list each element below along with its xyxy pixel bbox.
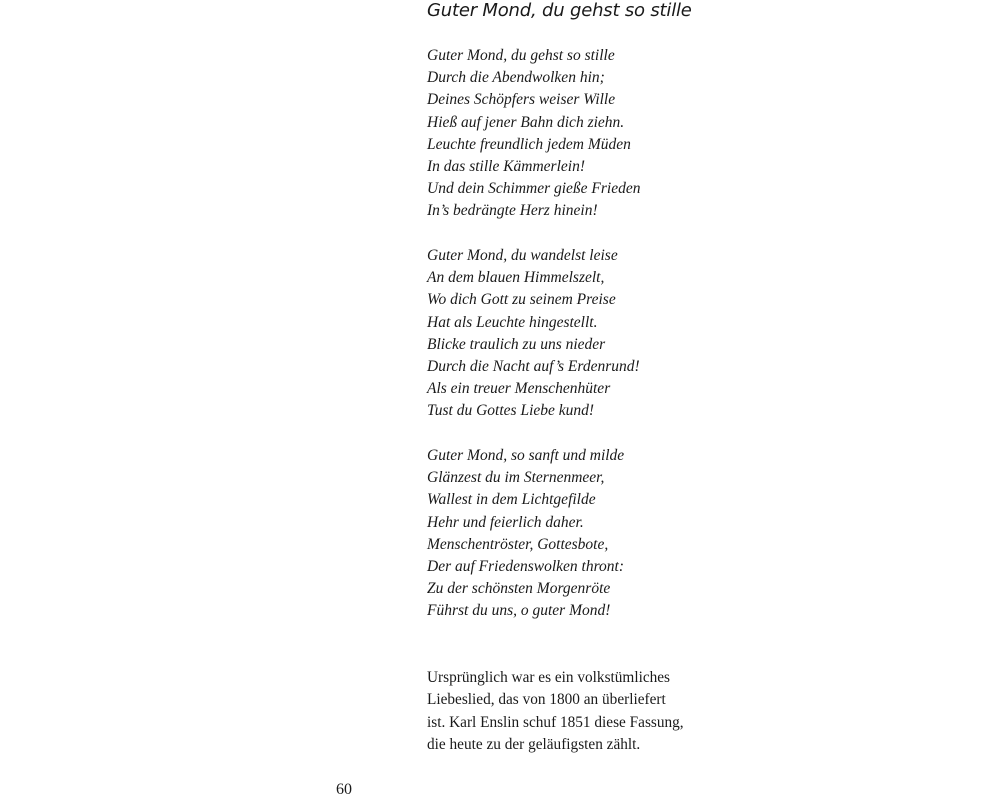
- verse-line: Zu der schönsten Morgenröte: [427, 580, 611, 598]
- verse-line: Wo dich Gott zu seinem Preise: [427, 291, 616, 309]
- verse-line: Führst du uns, o guter Mond!: [427, 602, 611, 620]
- verse-line: Leuchte freundlich jedem Müden: [427, 135, 631, 153]
- verse-line: In das stille Kämmerlein!: [427, 157, 585, 175]
- verse-line: Guter Mond, so sanft und milde: [427, 447, 625, 464]
- verse-line: Als ein treuer Menschenhüter: [427, 380, 611, 398]
- page-number: 60: [336, 781, 352, 798]
- note-line: Liebeslied, das von 1800 an überliefert: [427, 691, 666, 709]
- verse-line: Durch die Nacht auf’s Erdenrund!: [427, 357, 640, 375]
- stanza-3: [427, 445, 624, 623]
- stanza-2: [427, 245, 640, 423]
- note-line: ist. Karl Enslin schuf 1851 diese Fassung,: [427, 713, 684, 731]
- verse-line: Tust du Gottes Liebe kund!: [427, 402, 595, 420]
- verse-line: Guter Mond, du wandelst leise: [427, 247, 618, 264]
- verse-line: In’s bedrängte Herz hinein!: [427, 202, 598, 220]
- verse-line: Hehr und feierlich daher.: [427, 513, 584, 531]
- note-line: Ursprünglich war es ein volkstümliches: [427, 669, 671, 686]
- verse-line: Der auf Friedenswolken thront:: [427, 557, 625, 575]
- verse-line: Hieß auf jener Bahn dich ziehn.: [427, 113, 625, 131]
- verse-line: Wallest in dem Lichtgefilde: [427, 491, 596, 509]
- verse-line: Blicke traulich zu uns nieder: [427, 335, 606, 353]
- verse-line: An dem blauen Himmelszelt,: [427, 269, 605, 287]
- note-line: die heute zu der geläufigsten zählt.: [427, 735, 641, 753]
- verse-line: Guter Mond, du gehst so stille: [427, 47, 615, 64]
- verse-line: Durch die Abendwolken hin;: [427, 69, 605, 87]
- verse-line: Deines Schöpfers weiser Wille: [427, 91, 616, 109]
- verse-line: Hat als Leuchte hingestellt.: [427, 313, 598, 331]
- verse-line: Glänzest du im Sternenmeer,: [427, 469, 605, 487]
- verse-line: Und dein Schimmer gieße Frieden: [427, 180, 641, 198]
- stanza-1: [427, 45, 641, 223]
- historical-note: [427, 667, 684, 756]
- verse-line: Menschentröster, Gottesbote,: [427, 535, 609, 553]
- poem-title: Guter Mond, du gehst so stille: [427, 0, 692, 21]
